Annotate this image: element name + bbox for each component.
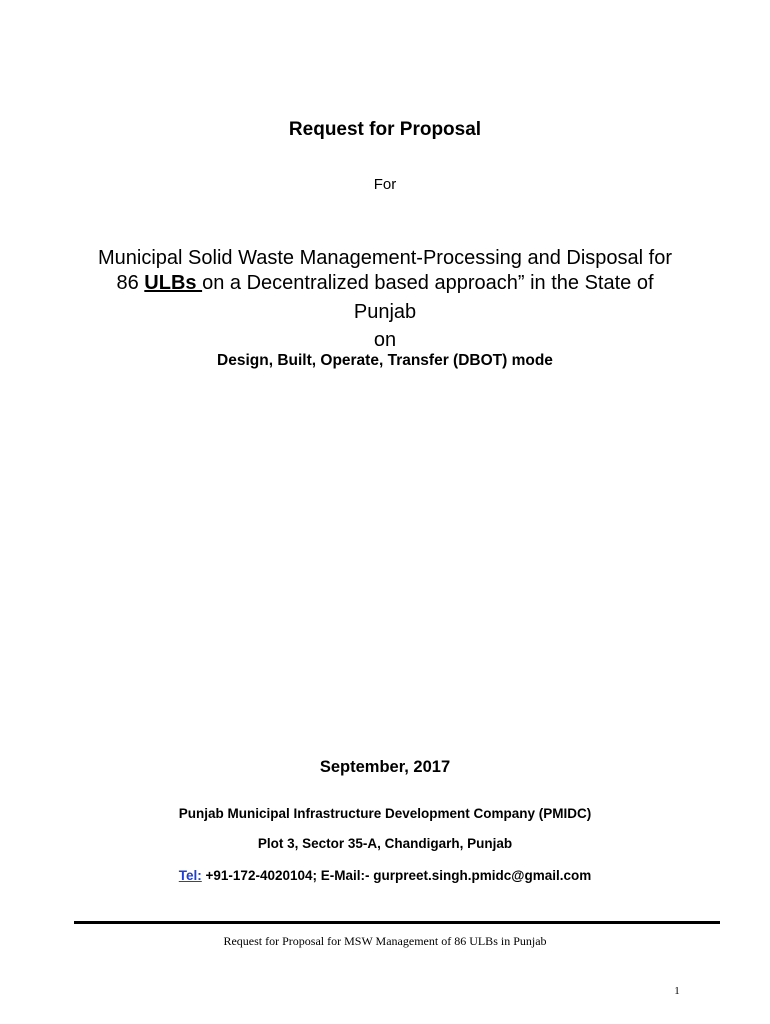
email-label: E-Mail:- (320, 868, 374, 883)
subject-line-4: on (373, 329, 397, 351)
contact-line (0, 868, 770, 883)
organization-address: Plot 3, Sector 35-A, Chandigarh, Punjab (257, 836, 513, 851)
for-label: For (373, 176, 397, 193)
mode-line: Design, Built, Operate, Transfer (DBOT) mode (217, 352, 553, 369)
subject-line-2-prefix: 86 (116, 272, 145, 294)
organization-name: Punjab Municipal Infrastructure Development Company (PMIDC) (178, 806, 592, 821)
tel-number: +91-172-4020104 (201, 868, 313, 883)
document-date: September, 2017 (319, 758, 451, 776)
document-title: Request for Proposal (288, 119, 482, 140)
contact-separator: ; (312, 868, 321, 883)
footer-text: Request for Proposal for MSW Management of 86 ULBs in Punjab (223, 934, 547, 948)
footer-divider (74, 921, 720, 924)
page-number: 1 (674, 985, 680, 997)
subject-line-2-suffix: on a Decentralized based approach” in the State of (202, 272, 654, 294)
email-address: gurpreet.singh.pmidc@gmail.com (373, 868, 592, 883)
subject-line-2 (0, 268, 770, 298)
subject-line-3: Punjab (353, 301, 417, 323)
subject-line-1: Municipal Solid Waste Management-Processing and Disposal for (98, 247, 672, 269)
ulbs-emphasis: ULBs (144, 272, 203, 294)
tel-link[interactable]: Tel: (178, 868, 202, 883)
